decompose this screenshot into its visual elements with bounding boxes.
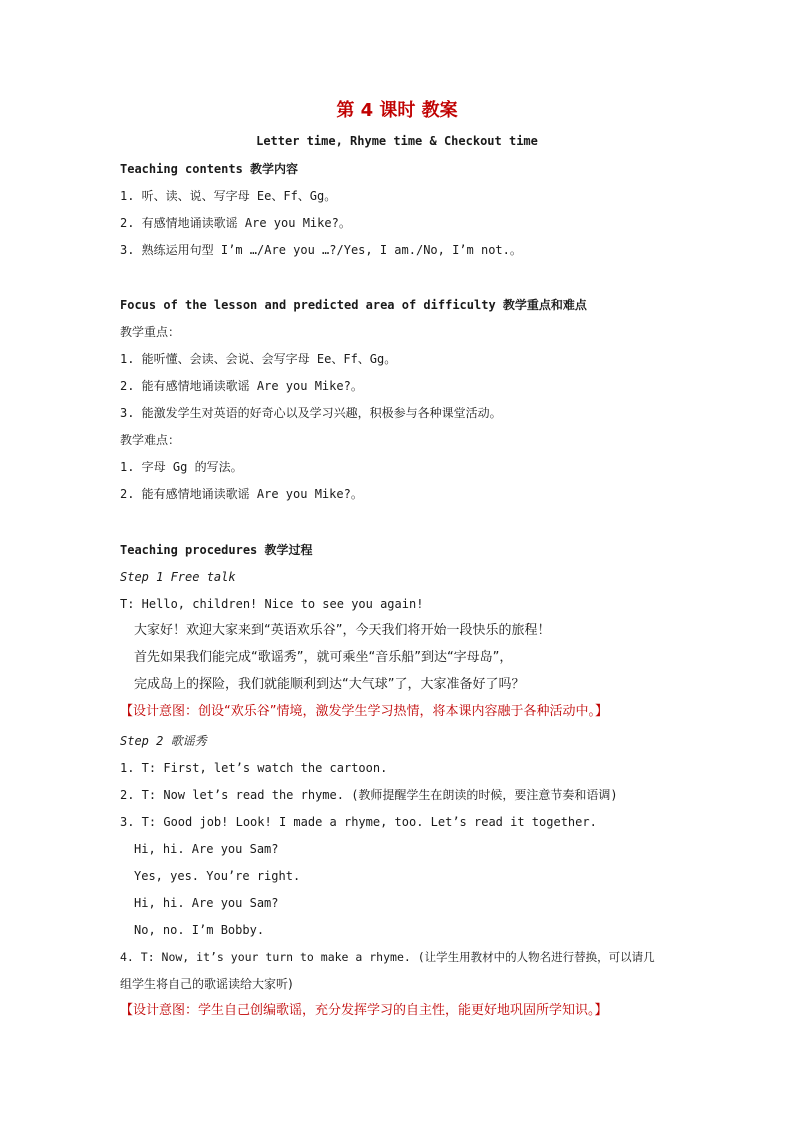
step2-item4-line: 4. T: Now, it’s your turn to make a rhyme. (让学生用教材中的人物名进行替换，可以请几 <box>120 950 655 964</box>
step2-line: 3. T: Good job! Look! I made a rhyme, too. Let’s read it together. <box>120 815 597 829</box>
procedures-heading: Teaching procedures 教学过程 <box>120 543 313 557</box>
key-point-item: 2. 能有感情地诵读歌谣 Are you Mike?。 <box>120 379 363 393</box>
difficulty-item: 1. 字母 Gg 的写法。 <box>120 460 243 474</box>
key-point-item: 1. 能听懂、会读、会说、会写字母 Ee、Ff、Gg。 <box>120 352 397 366</box>
contents-item: 1. 听、读、说、写字母 Ee、Ff、Gg。 <box>120 189 337 203</box>
step2-design-intent: 【设计意图：学生自己创编歌谣，充分发挥学习的自主性，能更好地巩固所学知识。】 <box>120 1003 608 1018</box>
step1-line: 首先如果我们能完成“歌谣秀”，就可乘坐“音乐船”到达“字母岛”， <box>134 650 513 665</box>
step1-line: 完成岛上的探险，我们就能顺利到达“大气球”了，大家准备好了吗？ <box>134 677 525 692</box>
step2-item4-line: 组学生将自己的歌谣读给大家听) <box>120 977 293 991</box>
step2-line: 1. T: First, let’s watch the cartoon. <box>120 761 388 775</box>
rhyme-line: Yes, yes. You’re right. <box>134 869 301 883</box>
focus-heading: Focus of the lesson and predicted area of difficulty 教学重点和难点 <box>120 298 587 312</box>
page-title: 第 4 课时 教案 <box>336 100 458 121</box>
step1-line: 大家好！欢迎大家来到“英语欢乐谷”，今天我们将开始一段快乐的旅程！ <box>134 623 551 638</box>
rhyme-line: No, no. I’m Bobby. <box>134 923 265 937</box>
difficulty-label: 教学难点： <box>120 433 181 447</box>
contents-item: 2. 有感情地诵读歌谣 Are you Mike?。 <box>120 216 351 230</box>
rhyme-line: Hi, hi. Are you Sam? <box>134 842 279 856</box>
step1-title: Step 1 Free talk <box>120 570 236 584</box>
difficulty-item: 2. 能有感情地诵读歌谣 Are you Mike?。 <box>120 487 363 501</box>
rhyme-line: Hi, hi. Are you Sam? <box>134 896 279 910</box>
contents-heading: Teaching contents 教学内容 <box>120 162 299 176</box>
page-subtitle: Letter time, Rhyme time & Checkout time <box>256 134 538 148</box>
key-points-label: 教学重点： <box>120 325 181 339</box>
step1-line: T: Hello, children! Nice to see you again! <box>120 597 424 611</box>
step1-design-intent: 【设计意图：创设“欢乐谷”情境，激发学生学习热情，将本课内容融于各种活动中。】 <box>120 704 608 719</box>
step2-title: Step 2 歌谣秀 <box>120 734 207 748</box>
key-point-item: 3. 能激发学生对英语的好奇心以及学习兴趣，积极参与各种课堂活动。 <box>120 406 502 420</box>
contents-item: 3. 熟练运用句型 I’m …/Are you …?/Yes, I am./No, I’m not.。 <box>120 243 522 257</box>
step2-line: 2. T: Now let’s read the rhyme. (教师提醒学生在朗读的时候，要注意节奏和语调) <box>120 788 618 802</box>
